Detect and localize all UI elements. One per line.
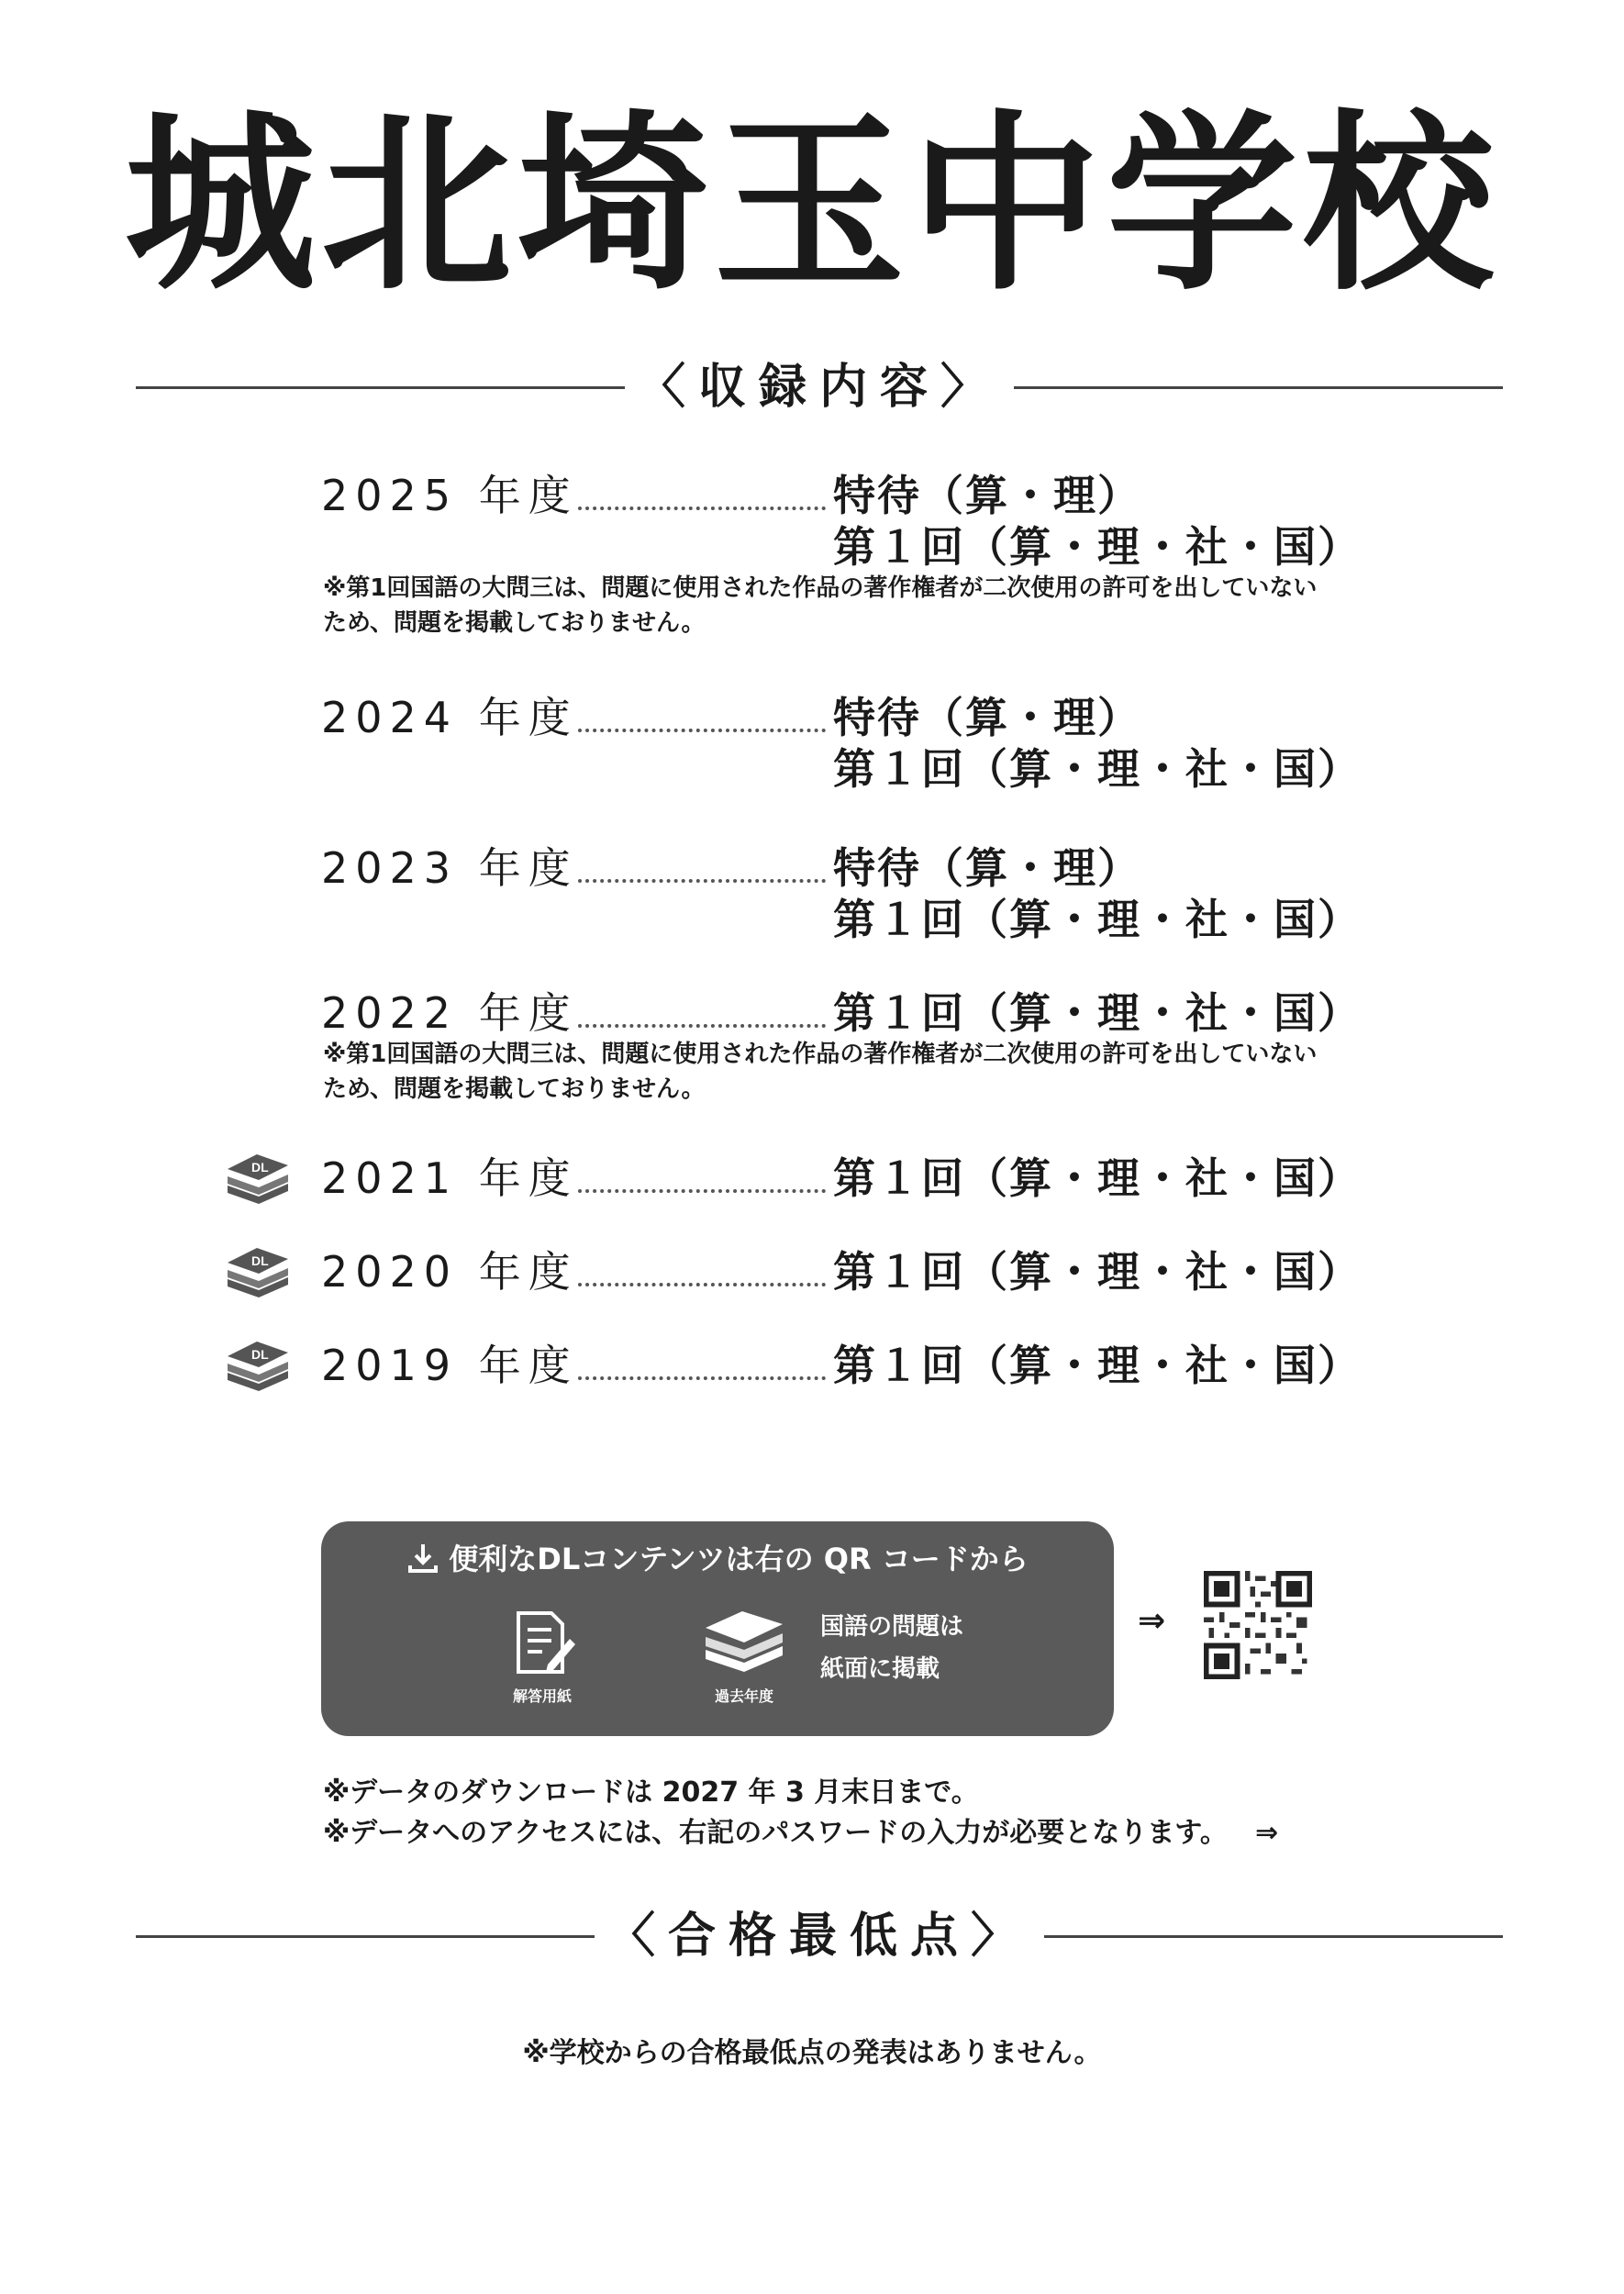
exam-line: 第１回（算・理・社・国） (833, 895, 1362, 944)
entry-year: 2023 年度 (321, 843, 578, 893)
entry-note: ※第1回国語の大問三は、問題に使用された作品の著作権者が二次使用の許可を出していないため、問題を掲載しておりません。 (323, 574, 1318, 637)
exam-line: 第１回（算・理・社・国） (833, 988, 1362, 1038)
entry-year: 2025 年度 (321, 471, 578, 520)
leader-dots (578, 1376, 826, 1380)
dl-download-icon (222, 1242, 292, 1301)
entry-year: 2021 年度 (321, 1153, 578, 1203)
leader-dots (578, 729, 826, 732)
school-title: 城北埼玉中学校 (125, 95, 1499, 317)
dl-download-icon (222, 1336, 292, 1395)
download-icon (406, 1542, 439, 1575)
password-note: ※データへのアクセスには、右記のパスワードの入力が必要となります。 (323, 1817, 1228, 1849)
exam-line: 第１回（算・理・社・国） (833, 1247, 1362, 1297)
dl-icon-label: DL (251, 1160, 269, 1175)
passing-section-header (136, 1909, 1503, 1964)
exam-line: 第１回（算・理・社・国） (833, 522, 1362, 572)
entry-note: ※第1回国語の大問三は、問題に使用された作品の著作権者が二次使用の許可を出していないため、問題を掲載しておりません。 (323, 1041, 1318, 1103)
dl-banner-heading (321, 1536, 1114, 1578)
leader-dots (578, 507, 826, 510)
exam-line: 特待（算・理） (833, 843, 1141, 893)
leader-dots (578, 1024, 826, 1028)
dl-banner-heading-text: 便利なDLコンテンツは右の QR コードから (449, 1542, 1029, 1576)
download-deadline-note: ※データのダウンロードは 2027 年 3 月末日まで。 (323, 1776, 979, 1809)
leader-dots (578, 1189, 826, 1193)
contents-section-header (136, 360, 1503, 415)
entry-year: 2024 年度 (321, 693, 578, 742)
banner-note-line: 紙面に掲載 (820, 1655, 940, 1683)
exam-line: 特待（算・理） (833, 693, 1141, 742)
dl-icon-label: DL (251, 1347, 269, 1362)
leader-dots (578, 1283, 826, 1286)
past-years-feature (694, 1606, 795, 1706)
banner-note (820, 1606, 963, 1690)
dl-content-banner (321, 1521, 1114, 1736)
exam-line: 第１回（算・理・社・国） (833, 1153, 1362, 1203)
banner-note-line: 国語の問題は (820, 1613, 964, 1641)
dl-download-icon (222, 1149, 292, 1208)
dl-icon-label: DL (251, 1253, 269, 1268)
passing-section-label: 〈合格最低点〉 (595, 1909, 1044, 1964)
arrow-to-qr: ⇒ (1138, 1602, 1166, 1640)
past-years-books-icon (700, 1606, 788, 1679)
answer-sheet-caption: 解答用紙 (512, 1687, 572, 1705)
leader-dots (578, 879, 826, 883)
exam-line: 第１回（算・理・社・国） (833, 1341, 1362, 1390)
answer-sheet-feature (492, 1606, 593, 1706)
arrow-to-password: ⇒ (1255, 1817, 1279, 1849)
entry-year: 2019 年度 (321, 1341, 578, 1390)
passing-score-note: ※学校からの合格最低点の発表はありません。 (522, 2037, 1102, 2069)
entry-year: 2020 年度 (321, 1247, 578, 1297)
answer-sheet-icon (506, 1606, 579, 1679)
qr-code-icon[interactable] (1204, 1571, 1312, 1679)
contents-section-label: 〈収録内容〉 (625, 360, 1014, 415)
past-years-caption: 過去年度 (714, 1687, 773, 1705)
exam-line: 第１回（算・理・社・国） (833, 744, 1362, 794)
entry-year: 2022 年度 (321, 988, 578, 1038)
exam-line: 特待（算・理） (833, 471, 1141, 520)
